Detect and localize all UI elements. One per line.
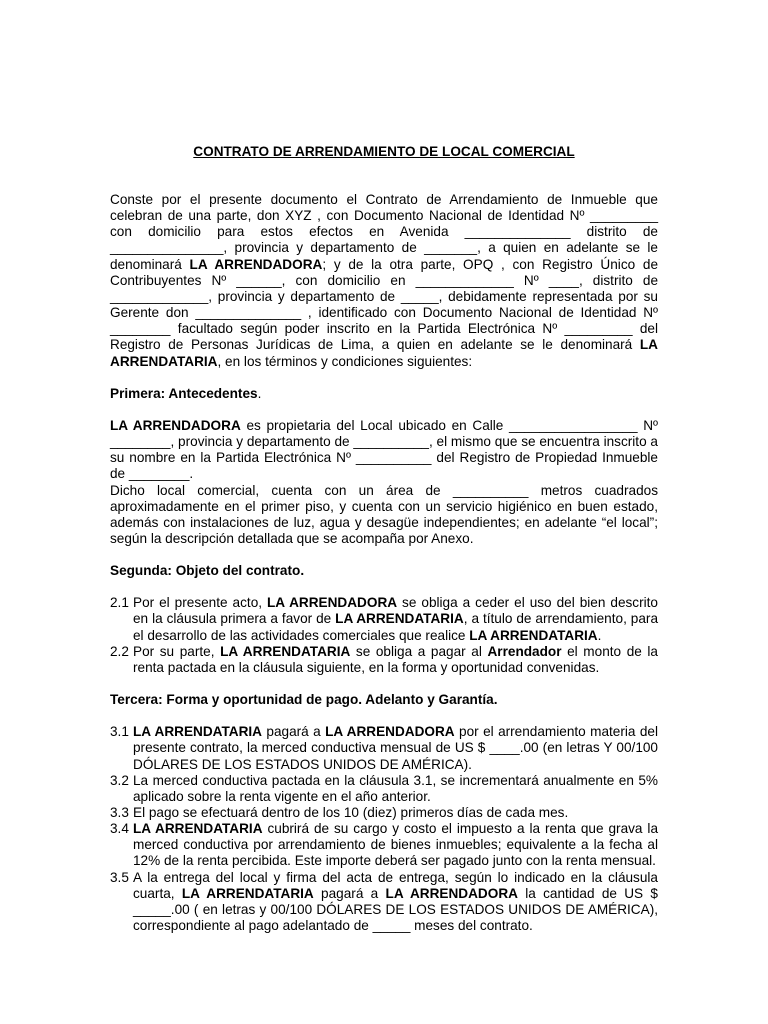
- document-title: CONTRATO DE ARRENDAMIENTO DE LOCAL COMERCIAL: [193, 144, 575, 159]
- clause-2-heading: Segunda: Objeto del contrato.: [110, 563, 305, 579]
- party-arrendadora: LA ARRENDADORA: [189, 256, 323, 272]
- clause-2-2: 2.2 Por su parte, LA ARRENDATARIA se obliga a pagar al Arrendador el monto de la renta pactada en la cláusula siguiente, en la forma y oportunidad convenidas.: [110, 643, 658, 675]
- clause-1-paragraph-1: LA ARRENDADORA es propietaria del Local ubicado en Calle _________________ Nº ________, provincia y departamento de __________, el mismo que se encuentra inscrito a su nombre en la Partida Electrónica Nº __________ del Registro de Propiedad Inmueble de ________.: [110, 417, 658, 482]
- item-number: 2.2: [110, 643, 129, 659]
- clause-3-2: 3.2 La merced conductiva pactada en la cláusula 3.1, se incrementará anualmente en 5% aplicado sobre la renta vigente en el año anterior.: [110, 772, 658, 804]
- item-number: 3.5: [110, 869, 129, 885]
- intro-text-1: Conste por el presente documento el Contrato de Arrendamiento de Inmueble que celebran de una parte, don XYZ , con Documento Nacional de Identidad Nº _________ con domicilio para estos efectos en Avenida ______________ distrito de _______________, provincia y departamento de _______, a quien en adelante se le denominará: [110, 192, 658, 272]
- clause-3-5: 3.5 A la entrega del local y firma del acta de entrega, según lo indicado en la cláusula cuarta, LA ARRENDATARIA pagará a LA ARRENDADORA la cantidad de US $ _____.00 ( en letras y 00/100 DÓLARES DE LOS ESTADOS UNIDOS DE AMÉRICA), correspondiente al pago adelantado de _____ meses del contrato.: [110, 869, 658, 934]
- party-arrendataria: LA ARRENDATARIA: [110, 337, 658, 369]
- item-number: 3.1: [110, 724, 129, 740]
- clause-3-1: 3.1 LA ARRENDATARIA pagará a LA ARRENDADORA por el arrendamiento materia del presente contrato, la merced conductiva mensual de US $ ____.00 (en letras Y 00/100 DÓLARES DE LOS ESTADOS UNIDOS DE AMÉRICA).: [110, 724, 658, 772]
- clause-3-heading: Tercera: Forma y oportunidad de pago. Adelanto y Garantía.: [110, 692, 498, 708]
- intro-paragraph: [110, 192, 658, 370]
- intro-text-3: , en los términos y condiciones siguientes:: [217, 353, 473, 369]
- item-number: 2.1: [110, 595, 129, 611]
- clause-1-heading: Primera: Antecedentes.: [110, 385, 262, 401]
- clause-3-4: 3.4 LA ARRENDATARIA cubrirá de su cargo y costo el impuesto a la renta que grava la merced conductiva por arrendamiento de bienes inmuebles; equivalente a la fecha al 12% de la renta percibida. Este importe deberá ser pagado junto con la renta mensual.: [110, 821, 658, 869]
- clause-2-1: 2.1 Por el presente acto, LA ARRENDADORA se obliga a ceder el uso del bien descrito en la cláusula primera a favor de LA ARRENDATARIA, a título de arrendamiento, para el desarrollo de las actividades comerciales que realice LA ARRENDATARIA.: [110, 595, 659, 643]
- item-number: 3.4: [110, 821, 129, 837]
- item-number: 3.2: [110, 772, 129, 788]
- clause-3-3: 3.3 El pago se efectuará dentro de los 10 (diez) primeros días de cada mes.: [110, 805, 569, 820]
- clause-1-paragraph-2: Dicho local comercial, cuenta con un área de __________ metros cuadrados aproximadamente en el primer piso, y cuenta con un servicio higiénico en buen estado, además con instalaciones de luz, agua y desagüe independientes; en adelante “el local”; según la descripción detallada que se acompaña por Anexo.: [110, 482, 658, 546]
- document-body: [110, 192, 658, 934]
- intro-text-2: ; y de la otra parte, OPQ , con Registro Único de Contribuyentes Nº ______, con domicilio en _____________ Nº ____, distrito de _____________, provincia y departamento de _____, debidamente representada por su Gerente don ______________ , identificado con Documento Nacional de Identidad Nº ________ facultado según poder inscrito en la Partida Electrónica Nº _________ del Registro de Personas Jurídicas de Lima, a quien en adelante se le denominará: [110, 256, 659, 353]
- item-number: 3.3: [110, 805, 129, 820]
